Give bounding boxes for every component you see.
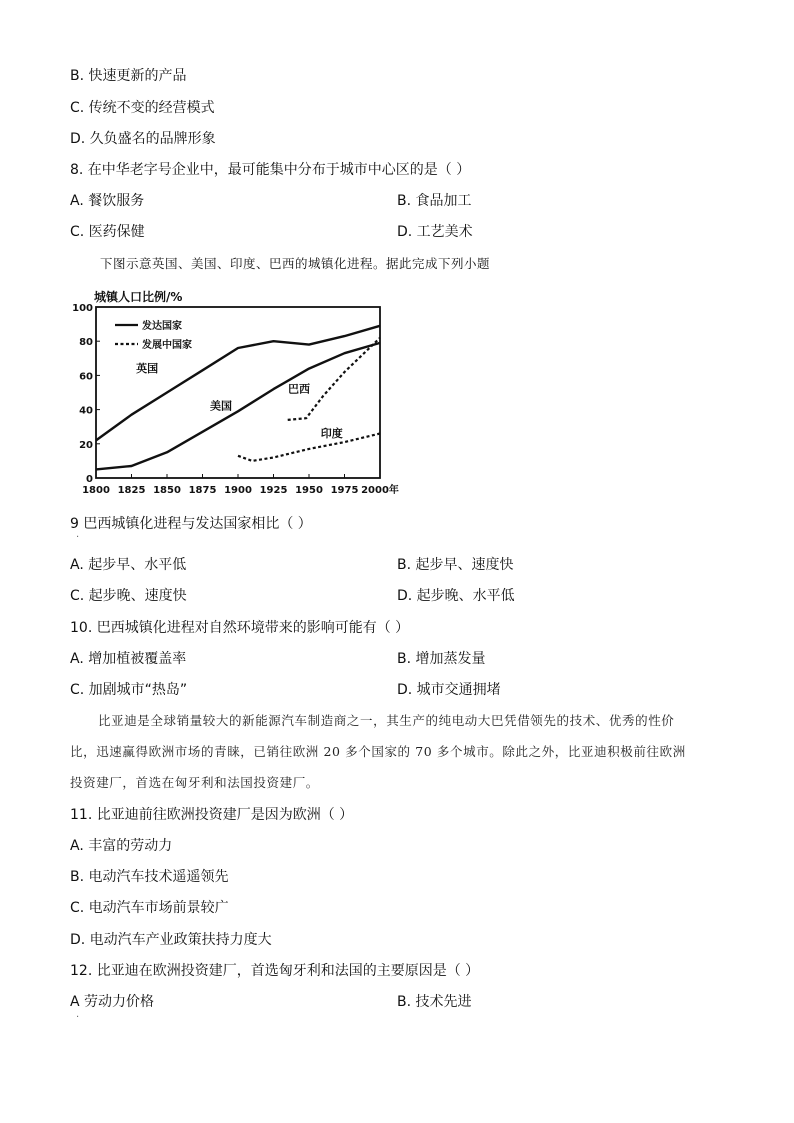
x-tick-label: 1975 bbox=[330, 485, 359, 496]
x-tick-label: 1800 bbox=[82, 485, 110, 496]
q7-option-b: B. 快速更新的产品 bbox=[70, 68, 187, 84]
q12-option-a: A 劳动力价格 bbox=[70, 994, 155, 1010]
q10-option-c: C. 加剧城市“热岛” bbox=[70, 682, 188, 698]
q12-option-b: B. 技术先进 bbox=[397, 994, 472, 1010]
q10-option-d: D. 城市交通拥堵 bbox=[397, 682, 501, 698]
q8-option-b: B. 食品加工 bbox=[397, 193, 472, 209]
passage-line-1: 比亚迪是全球销量较大的新能源汽车制造商之一，其生产的纯电动大巴凭借领先的技术、优秀的性价 bbox=[98, 713, 675, 728]
passage-line-3: 投资建厂，首选在匈牙利和法国投资建厂。 bbox=[70, 775, 319, 790]
x-tick-label: 1875 bbox=[188, 485, 217, 496]
series-label: 印度 bbox=[320, 426, 343, 440]
byd-passage bbox=[70, 705, 720, 798]
q11-option-c: C. 电动汽车市场前景较广 bbox=[70, 900, 229, 916]
series-label: 美国 bbox=[209, 399, 232, 413]
chart-title: 城镇人口比例/% bbox=[94, 290, 183, 304]
y-tick-label: 20 bbox=[79, 439, 93, 451]
y-tick-label: 60 bbox=[79, 371, 93, 383]
q9-option-d: D. 起步晚、水平低 bbox=[397, 588, 515, 604]
y-tick-label: 80 bbox=[79, 337, 93, 349]
q11-option-d: D. 电动汽车产业政策扶持力度大 bbox=[70, 932, 272, 948]
y-tick-label: 40 bbox=[79, 405, 93, 417]
q9-option-b: B. 起步早、速度快 bbox=[397, 557, 514, 573]
q11-stem: 11. 比亚迪前往欧洲投资建厂是因为欧洲（ ） bbox=[70, 807, 354, 823]
passage-line-2: 比，迅速赢得欧洲市场的青睐，已销往欧洲 20 多个国家的 70 多个城市。除此之外，比亚迪积极前往欧洲 bbox=[70, 744, 686, 759]
y-tick-label: 100 bbox=[72, 303, 93, 314]
x-tick-label: 1825 bbox=[117, 485, 146, 496]
q8-option-a: A. 餐饮服务 bbox=[70, 193, 145, 209]
scan-speck: · bbox=[76, 532, 80, 543]
scan-speck: · bbox=[76, 1012, 80, 1023]
chart-intro: 下图示意英国、美国、印度、巴西的城镇化进程。据此完成下列小题 bbox=[100, 256, 491, 271]
q8-option-c: C. 医药保健 bbox=[70, 224, 145, 240]
legend-label: 发达国家 bbox=[142, 321, 182, 332]
urbanization-chart bbox=[70, 285, 410, 500]
q10-option-b: B. 增加蒸发量 bbox=[397, 651, 486, 667]
q11-option-b: B. 电动汽车技术遥遥领先 bbox=[70, 869, 229, 885]
legend-label: 发展中国家 bbox=[142, 340, 192, 351]
q9-option-c: C. 起步晚、速度快 bbox=[70, 588, 187, 604]
q7-option-c: C. 传统不变的经营模式 bbox=[70, 100, 215, 116]
series-label: 英国 bbox=[136, 361, 159, 375]
q7-option-d: D. 久负盛名的品牌形象 bbox=[70, 131, 216, 147]
q8-stem: 8. 在中华老字号企业中，最可能集中分布于城市中心区的是（ ） bbox=[70, 162, 471, 178]
q8-option-d: D. 工艺美术 bbox=[397, 224, 473, 240]
x-tick-label: 1950 bbox=[295, 485, 323, 496]
x-tick-label: 2000年 bbox=[361, 485, 399, 496]
y-tick-label: 0 bbox=[86, 474, 93, 485]
q10-option-a: A. 增加植被覆盖率 bbox=[70, 651, 187, 667]
x-tick-label: 1900 bbox=[224, 485, 252, 496]
chart-svg bbox=[70, 285, 410, 500]
x-tick-label: 1850 bbox=[153, 485, 181, 496]
x-tick-label: 1925 bbox=[259, 485, 288, 496]
q12-stem: 12. 比亚迪在欧洲投资建厂，首选匈牙利和法国的主要原因是（ ） bbox=[70, 963, 480, 979]
q11-option-a: A. 丰富的劳动力 bbox=[70, 838, 173, 854]
q9-option-a: A. 起步早、水平低 bbox=[70, 557, 187, 573]
q10-stem: 10. 巴西城镇化进程对自然环境带来的影响可能有（ ） bbox=[70, 620, 410, 636]
q9-stem: 9 巴西城镇化进程与发达国家相比（ ） bbox=[70, 516, 312, 532]
series-label: 巴西 bbox=[288, 382, 311, 396]
